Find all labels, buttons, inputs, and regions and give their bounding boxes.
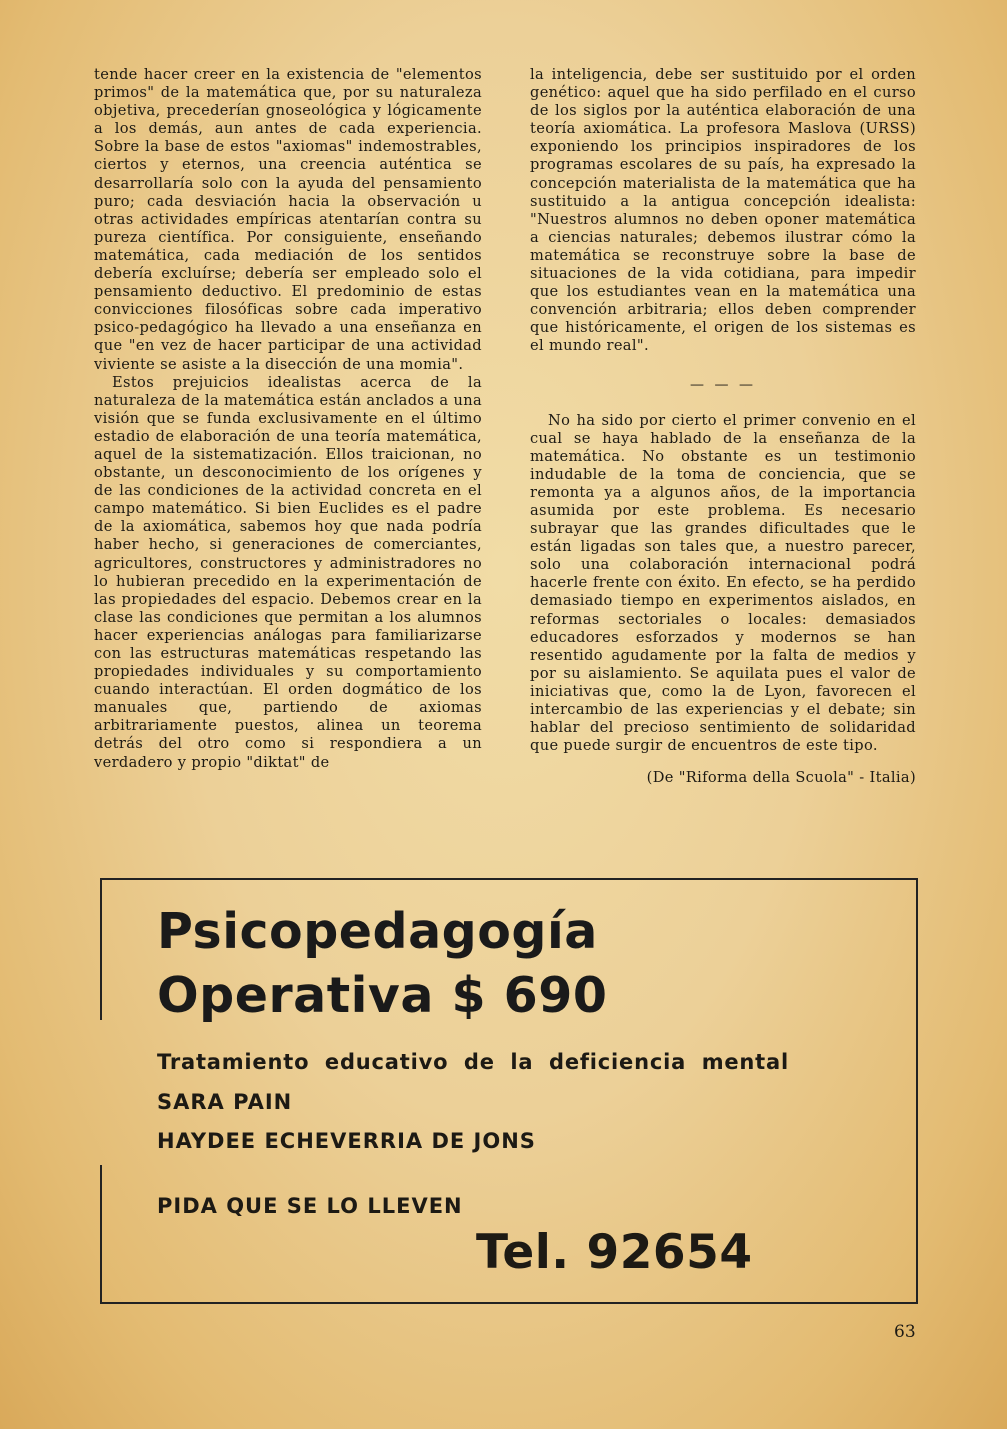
section-separator: — — — <box>690 376 756 393</box>
ad-author: HAYDEE ECHEVERRIA DE JONS <box>157 1129 536 1153</box>
page-number: 63 <box>894 1322 916 1342</box>
paragraph: tende hacer creer en la existencia de "elementos primos" de la matemática que, por su naturaleza objetiva, precederían gnoseológica y lógicamente a los demás, aun antes de cada experiencia. Sobre la base de estos "axiomas" indemostrables, ciertos y eternos, una creencia auténtica se desarrollaría solo con la ayuda del pensamiento puro; cada desviación hacia la observación u otras actividades empíricas atentarían contra su pureza científica. Por consiguiente, enseñando matemática, cada mediación de los sentidos debería excluírse; debería ser empleado solo el pensamiento deductivo. El predominio de estas convicciones filosóficas sobre cada imperativo psico-pedagógico ha llevado a una enseñanza en que "en vez de hacer participar de una actividad viviente se asiste a la disección de una momia". <box>94 66 482 373</box>
ad-border-left <box>100 1165 102 1302</box>
left-column <box>94 66 482 772</box>
paragraph: Estos prejuicios idealistas acerca de la naturaleza de la matemática están anclados a una visión que se funda exclusivamente en el último estadio de elaboración de una teoría matemática, aquel de la sistematización. Ellos traicionan, no obstante, un desconocimiento de los orígenes y de las condiciones de la actividad concreta en el campo matemático. Si bien Euclides es el padre de la axiomática, sabemos hoy que nada podría haber hecho, si generaciones de comerciantes, agricultores, constructores y administradores no lo hubieran precedido en la experimentación de las propiedades del espacio. Debemos crear en la clase las condiciones que permitan a los alumnos hacer experiencias análogas para familiarizarse con las estructuras matemáticas respetando las propiedades individuales y su comportamiento cuando interactúan. El orden dogmático de los manuales que, partiendo de axiomas arbitrariamente puestos, alinea un teorema detrás del otro como si respondiera a un verdadero y propio "diktat" de <box>94 373 482 771</box>
ad-subtitle-word: mental <box>701 1050 789 1074</box>
ad-subtitle-word: de <box>463 1050 495 1074</box>
ad-subtitle-word: educativo <box>324 1050 449 1074</box>
paragraph: la inteligencia, debe ser sustituido por el orden genético: aquel que ha sido perfilado en el curso de los siglos por la auténtica elaboración de una teoría axiomática. La profesora Maslova (URSS) exponiendo los principios inspiradores de los programas escolares de su país, ha expresado la concepción materialista de la matemática que ha sustituido a la antigua concepción idealista: "Nuestros alumnos no deben oponer matemática a ciencias naturales; debemos ilustrar cómo la matemática se reconstruye sobre la base de situaciones de la vida cotidiana, para impedir que los estudiantes vean en la matemática una convención arbitraria; ellos deben comprender que históricamente, el origen de los sistemas es el mundo real". <box>530 66 916 355</box>
source-citation: (De "Riforma della Scuola" - Italia) <box>646 769 916 787</box>
ad-telephone: Tel. 92654 <box>476 1225 753 1280</box>
ad-author: SARA PAIN <box>157 1090 293 1114</box>
ad-title-line: Psicopedagogía <box>157 903 598 960</box>
ad-border-left <box>100 880 102 1020</box>
ad-subtitle-word: deficiencia <box>549 1050 687 1074</box>
ad-call-to-action: PIDA QUE SE LO LLEVEN <box>157 1194 463 1218</box>
ad-subtitle <box>157 1050 789 1074</box>
ad-title <box>157 900 607 1028</box>
advertisement-box <box>100 878 918 1304</box>
right-column <box>530 66 916 787</box>
ad-title-line: Operativa $ 690 <box>157 967 608 1024</box>
ad-subtitle-word: Tratamiento <box>157 1050 310 1074</box>
ad-subtitle-word: la <box>510 1050 534 1074</box>
paragraph: No ha sido por cierto el primer convenio en el cual se haya hablado de la enseñanza de la matemática. No obstante es un testimonio indudable de la toma de conciencia, que se remonta ya a algunos años, de la importancia asumida por este problema. Es necesario subrayar que las grandes dificultades que le están ligadas son tales que, a nuestro parecer, solo una colaboración internacional podrá hacerle frente con éxito. En efecto, se ha perdido demasiado tiempo en experimentos aislados, en reformas sectoriales o locales: demasiados educadores esforzados y modernos se han resentido agudamente por la falta de medios y por su aislamiento. Se aquilata pues el valor de iniciativas que, como la de Lyon, favorecen el intercambio de las experiencias y el debate; sin hablar del precioso sentimiento de solidaridad que puede surgir de encuentros de este tipo. <box>530 411 916 755</box>
